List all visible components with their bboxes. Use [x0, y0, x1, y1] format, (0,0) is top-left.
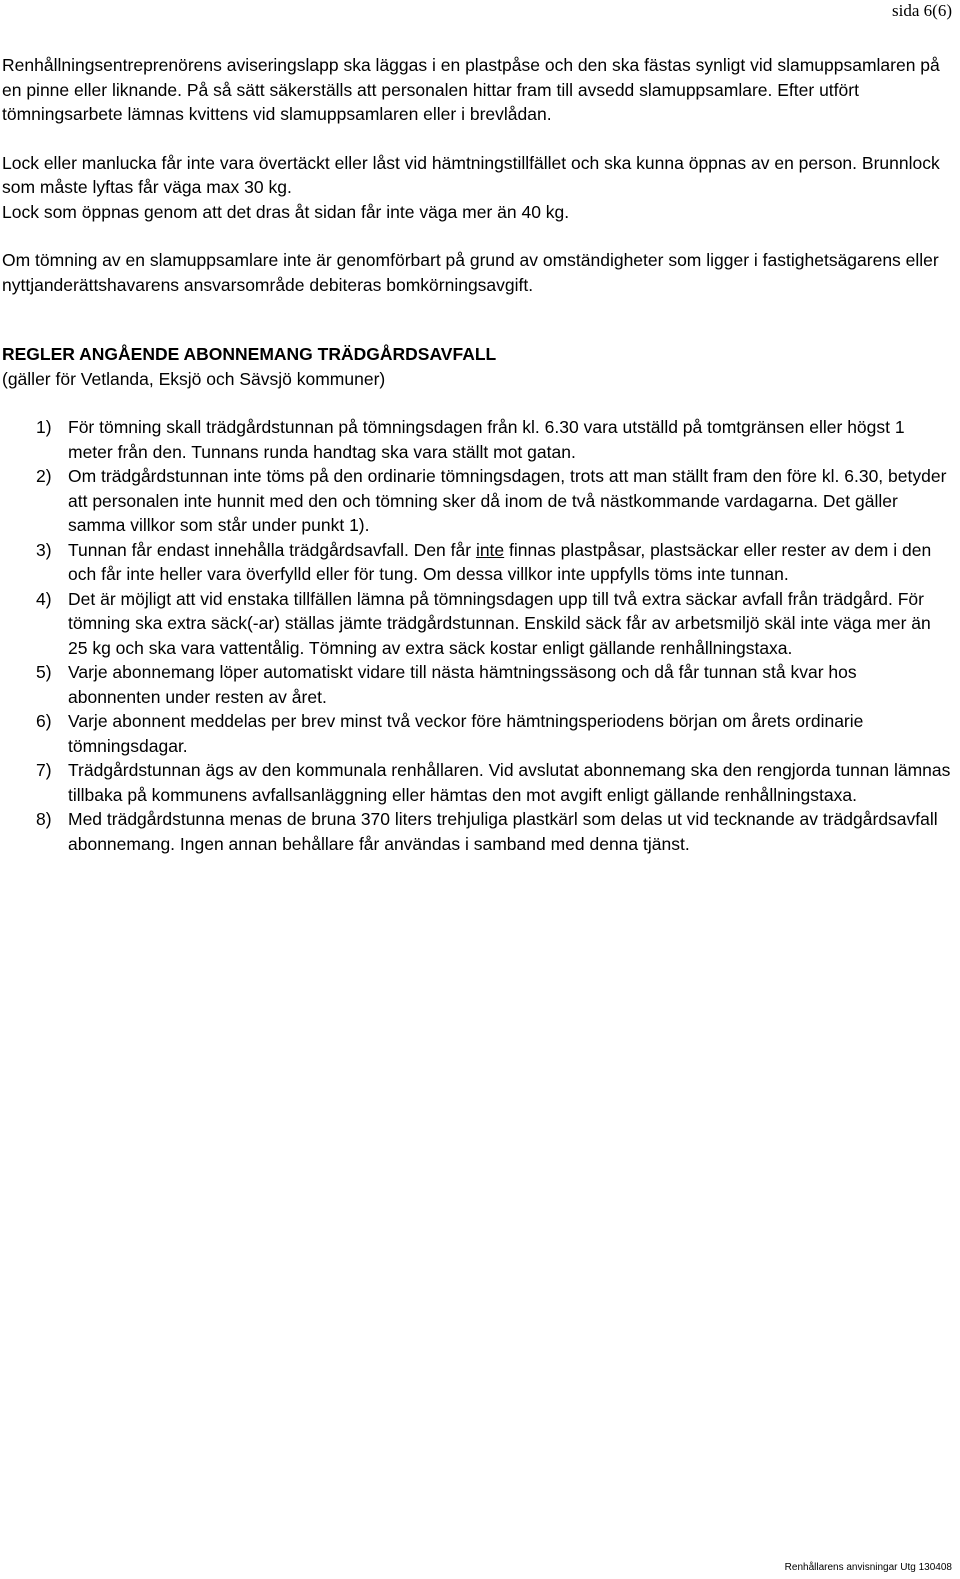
- paragraph-missed-pickup-fee: Om tömning av en slamuppsamlare inte är genomförbart på grund av omständigheter som ligger i fastighetsägarens eller nyttjanderättshavarens ansvarsområde debiteras bomkörningsavgift.: [2, 250, 939, 295]
- paragraph-sliding-lid: Lock som öppnas genom att det dras åt sidan får inte väga mer än 40 kg.: [2, 201, 570, 222]
- rule-text: Om trädgårdstunnan inte töms på den ordinarie tömningsdagen, trots att man ställt fram den före kl. 6.30, betyder att personalen inte hunnit med den och tömning sker då inom de två nästkommande vardagarna. Det gäller samma villkor som står under punkt 1).: [68, 466, 947, 535]
- page-number: sida 6(6): [892, 1, 952, 20]
- rule-item-6: [2, 709, 952, 758]
- rule-text: Det är möjligt att vid enstaka tillfällen lämna på tömningsdagen upp till två extra säckar avfall från trädgård. För tömning ska extra säck(-ar) ställas jämte trädgårdstunnan. Enskild säck får av arbetsmiljö skäl inte väga mer än 25 kg och ska vara vattentålig. Tömning av extra säck kostar enligt gällande renhållningstaxa.: [68, 588, 931, 658]
- rule-text-emphasis: inte: [475, 539, 505, 560]
- rule-number: 7): [36, 760, 52, 780]
- rule-item-8: [2, 807, 952, 856]
- rule-item-1: [2, 415, 952, 464]
- rule-text: Varje abonnent meddelas per brev minst två veckor före hämtningsperiodens början om årets ordinarie tömningsdagar.: [68, 711, 864, 756]
- section-spacer: [2, 297, 952, 342]
- document-footer: Renhållarens anvisningar Utg 130408: [784, 1562, 952, 1573]
- rule-text: Varje abonnemang löper automatiskt vidare till nästa hämtningssäsong och då får tunnan stå kvar hos abonnenten under resten av året.: [68, 662, 857, 707]
- paragraph-notice-slip: Renhållningsentreprenörens aviseringslapp ska läggas i en plastpåse och den ska fästas synligt vid slamuppsamlaren på en pinne eller liknande. På så sätt säkerställs att personalen hittar fram till avsedd slamuppsamlare. Efter utfört tömningsarbete lämnas kvittens vid slamuppsamlaren eller i brevlådan.: [2, 55, 940, 124]
- rule-text: För tömning skall trädgårdstunnan på tömningsdagen från kl. 6.30 vara utställd på tomtgränsen eller högst 1 meter från den. Tunnans runda handtag ska vara ställt mot gatan.: [68, 417, 905, 462]
- rule-number: 5): [36, 662, 52, 682]
- rule-number: 3): [36, 539, 52, 560]
- rule-item-5: [2, 660, 952, 709]
- rule-text: [68, 540, 931, 585]
- rules-list: [2, 415, 952, 856]
- rule-text-after: finnas plastpåsar, plastsäckar eller rester av dem i den och får inte heller vara överfylld eller för tung. Om dessa villkor inte uppfylls töms inte tunnan.: [68, 539, 932, 584]
- rule-number: 4): [36, 588, 52, 609]
- rule-text-before: Tunnan får endast innehålla trädgårdsavfall. Den får: [68, 539, 476, 560]
- rule-text: Med trädgårdstunna menas de bruna 370 liters trehjuliga plastkärl som delas ut vid tecknande av trädgårdsavfall abonnemang. Ingen annan behållare får användas i samband med denna tjänst.: [68, 809, 938, 854]
- rule-item-2: [2, 464, 952, 538]
- rule-number: 6): [36, 711, 52, 731]
- rule-item-4: [2, 587, 952, 661]
- rule-number: 8): [36, 809, 52, 829]
- section-subheading: (gäller för Vetlanda, Eksjö och Sävsjö kommuner): [2, 368, 386, 389]
- section-heading: REGLER ANGÅENDE ABONNEMANG TRÄDGÅRDSAVFALL: [2, 344, 497, 364]
- document-body: [2, 53, 952, 856]
- rule-number: 1): [36, 417, 52, 437]
- rule-item-3: [2, 538, 952, 587]
- rule-number: 2): [36, 466, 52, 486]
- rule-item-7: [2, 758, 952, 807]
- paragraph-lid-rules: Lock eller manlucka får inte vara övertäckt eller låst vid hämtningstillfället och ska kunna öppnas av en person. Brunnlock som måste lyftas får väga max 30 kg.: [2, 152, 940, 197]
- rule-text: Trädgårdstunnan ägs av den kommunala renhållaren. Vid avslutat abonnemang ska den rengjorda tunnan lämnas tillbaka på kommunens avfallsanläggning eller hämtas den mot avgift enligt gällande renhållningstaxa.: [68, 760, 951, 805]
